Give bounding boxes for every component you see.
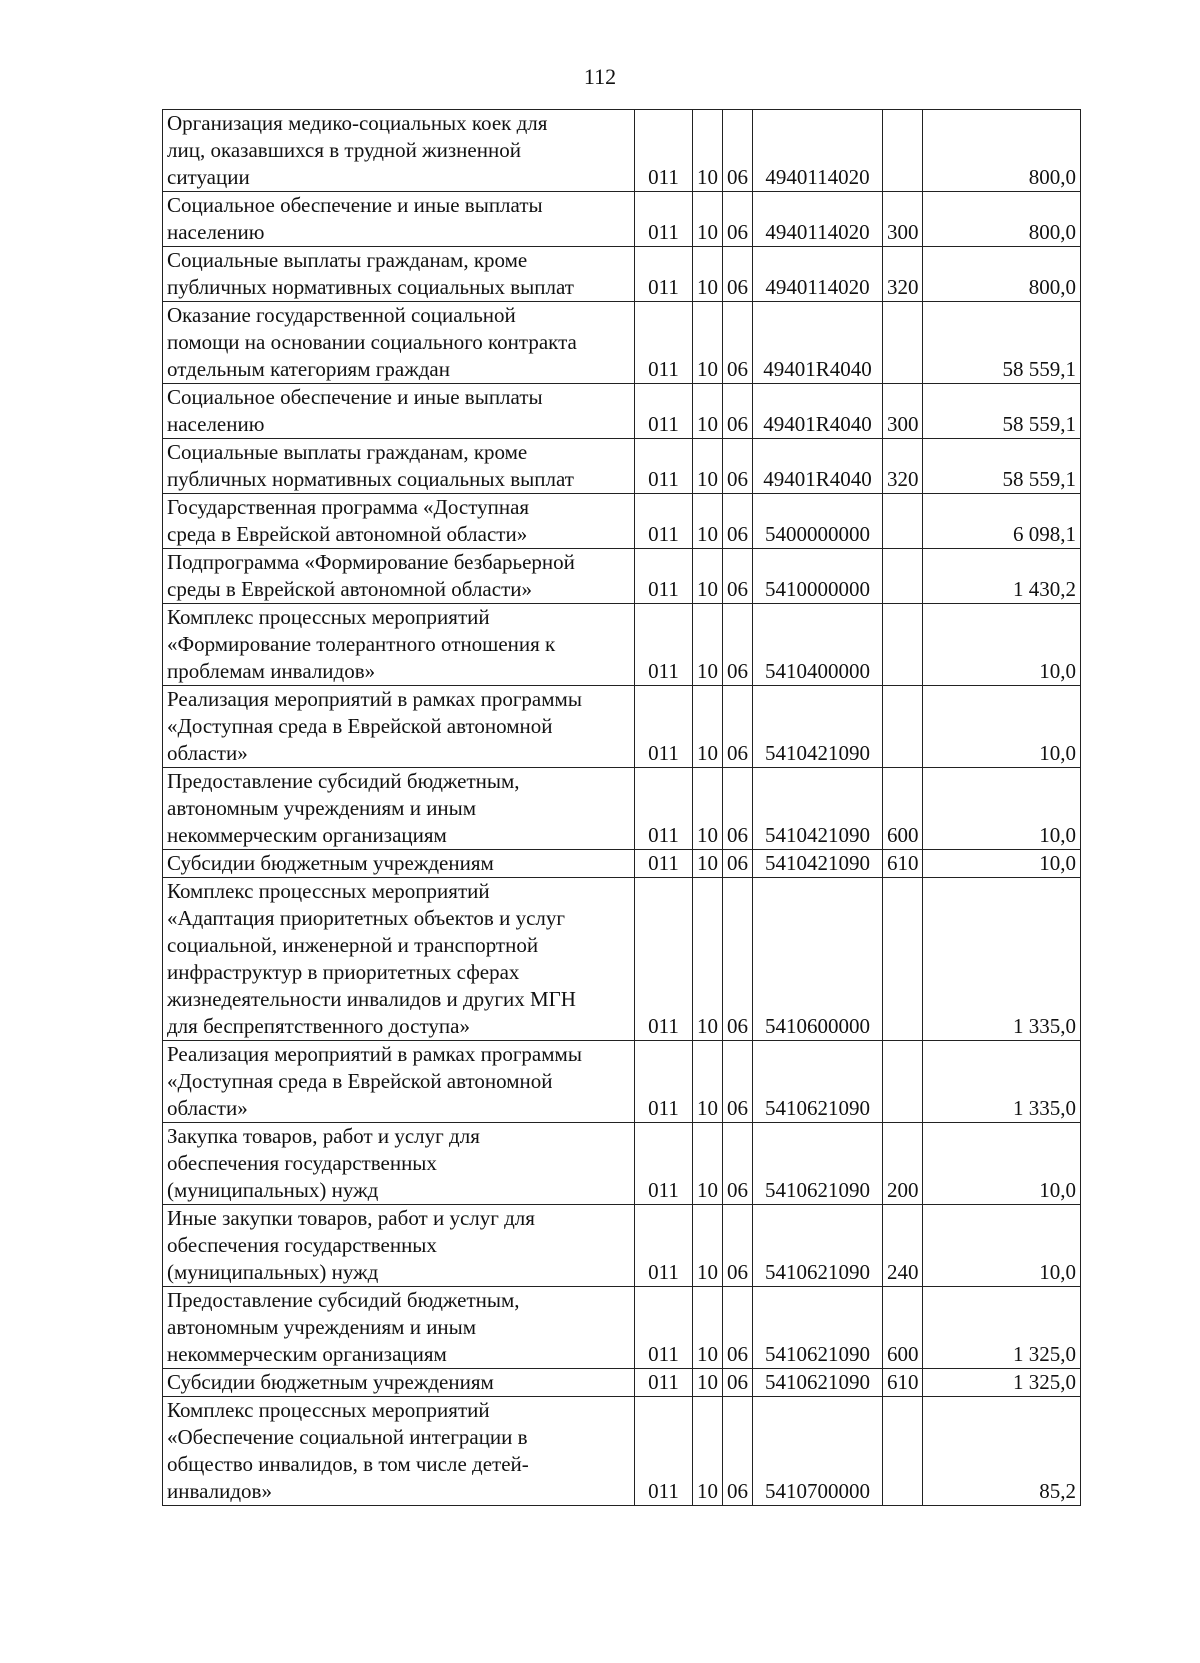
amount-cell: 1 430,2: [923, 549, 1081, 604]
subsection-code-cell: 06: [723, 850, 753, 878]
table-row: [163, 1041, 1081, 1123]
amount-cell: 6 098,1: [923, 494, 1081, 549]
expense-type-cell: 240: [883, 1205, 923, 1287]
row-name-cell: Государственная программа «Доступная среда в Еврейской автономной области»: [163, 494, 635, 549]
subsection-code-cell: 06: [723, 1397, 753, 1506]
section-code-cell: 10: [693, 494, 723, 549]
target-article-cell: 4940114020: [753, 192, 883, 247]
row-name-cell: Закупка товаров, работ и услуг для обеспечения государственных (муниципальных) нужд: [163, 1123, 635, 1205]
amount-cell: 10,0: [923, 850, 1081, 878]
table-row: [163, 1369, 1081, 1397]
section-code-cell: 10: [693, 302, 723, 384]
ministry-code-cell: 011: [635, 247, 693, 302]
row-name-cell: Социальное обеспечение и иные выплаты населению: [163, 384, 635, 439]
table-row: [163, 302, 1081, 384]
amount-cell: 10,0: [923, 768, 1081, 850]
table-row: [163, 384, 1081, 439]
table-row: [163, 686, 1081, 768]
ministry-code-cell: 011: [635, 1287, 693, 1369]
subsection-code-cell: 06: [723, 1369, 753, 1397]
ministry-code-cell: 011: [635, 439, 693, 494]
amount-cell: 10,0: [923, 604, 1081, 686]
target-article-cell: 5410621090: [753, 1205, 883, 1287]
target-article-cell: 5410000000: [753, 549, 883, 604]
amount-cell: 800,0: [923, 192, 1081, 247]
table-row: [163, 1397, 1081, 1506]
row-name-cell: Социальные выплаты гражданам, кроме публичных нормативных социальных выплат: [163, 247, 635, 302]
amount-cell: 10,0: [923, 1205, 1081, 1287]
subsection-code-cell: 06: [723, 549, 753, 604]
section-code-cell: 10: [693, 1397, 723, 1506]
expense-type-cell: 610: [883, 850, 923, 878]
section-code-cell: 10: [693, 192, 723, 247]
expense-type-cell: 300: [883, 384, 923, 439]
expense-type-cell: 300: [883, 192, 923, 247]
ministry-code-cell: 011: [635, 110, 693, 192]
subsection-code-cell: 06: [723, 686, 753, 768]
amount-cell: 1 325,0: [923, 1287, 1081, 1369]
ministry-code-cell: 011: [635, 1205, 693, 1287]
expense-type-cell: [883, 686, 923, 768]
row-name-cell: Организация медико-социальных коек для лиц, оказавшихся в трудной жизненной ситуации: [163, 110, 635, 192]
amount-cell: 85,2: [923, 1397, 1081, 1506]
subsection-code-cell: 06: [723, 192, 753, 247]
target-article-cell: 5410600000: [753, 878, 883, 1041]
subsection-code-cell: 06: [723, 302, 753, 384]
section-code-cell: 10: [693, 247, 723, 302]
target-article-cell: 5410621090: [753, 1369, 883, 1397]
row-name-cell: Предоставление субсидий бюджетным, автономным учреждениям и иным некоммерческим организациям: [163, 768, 635, 850]
subsection-code-cell: 06: [723, 878, 753, 1041]
amount-cell: 10,0: [923, 1123, 1081, 1205]
section-code-cell: 10: [693, 1041, 723, 1123]
amount-cell: 58 559,1: [923, 302, 1081, 384]
expense-type-cell: 600: [883, 768, 923, 850]
subsection-code-cell: 06: [723, 384, 753, 439]
subsection-code-cell: 06: [723, 247, 753, 302]
expense-type-cell: 320: [883, 439, 923, 494]
section-code-cell: 10: [693, 1205, 723, 1287]
section-code-cell: 10: [693, 1123, 723, 1205]
amount-cell: 1 335,0: [923, 878, 1081, 1041]
subsection-code-cell: 06: [723, 439, 753, 494]
row-name-cell: Оказание государственной социальной помощи на основании социального контракта отдельным категориям граждан: [163, 302, 635, 384]
row-name-cell: Комплекс процессных мероприятий «Формирование толерантного отношения к проблемам инвалидов»: [163, 604, 635, 686]
target-article-cell: 5410621090: [753, 1041, 883, 1123]
table-row: [163, 604, 1081, 686]
target-article-cell: 5410421090: [753, 850, 883, 878]
expense-type-cell: [883, 1397, 923, 1506]
ministry-code-cell: 011: [635, 686, 693, 768]
section-code-cell: 10: [693, 768, 723, 850]
expense-type-cell: 200: [883, 1123, 923, 1205]
subsection-code-cell: 06: [723, 110, 753, 192]
expense-type-cell: 610: [883, 1369, 923, 1397]
ministry-code-cell: 011: [635, 1041, 693, 1123]
ministry-code-cell: 011: [635, 1123, 693, 1205]
target-article-cell: 5410621090: [753, 1123, 883, 1205]
row-name-cell: Реализация мероприятий в рамках программы «Доступная среда в Еврейской автономной области»: [163, 686, 635, 768]
target-article-cell: 49401R4040: [753, 384, 883, 439]
table-row: [163, 1205, 1081, 1287]
expense-type-cell: [883, 1041, 923, 1123]
row-name-cell: Иные закупки товаров, работ и услуг для обеспечения государственных (муниципальных) нужд: [163, 1205, 635, 1287]
expense-type-cell: 320: [883, 247, 923, 302]
amount-cell: 1 335,0: [923, 1041, 1081, 1123]
ministry-code-cell: 011: [635, 1397, 693, 1506]
expense-type-cell: [883, 549, 923, 604]
target-article-cell: 49401R4040: [753, 439, 883, 494]
ministry-code-cell: 011: [635, 302, 693, 384]
table-row: [163, 110, 1081, 192]
section-code-cell: 10: [693, 1287, 723, 1369]
expense-type-cell: [883, 878, 923, 1041]
ministry-code-cell: 011: [635, 549, 693, 604]
target-article-cell: 4940114020: [753, 110, 883, 192]
row-name-cell: Комплекс процессных мероприятий «Обеспечение социальной интеграции в общество инвалидов, в том числе детей- инвалидов»: [163, 1397, 635, 1506]
target-article-cell: 4940114020: [753, 247, 883, 302]
subsection-code-cell: 06: [723, 1041, 753, 1123]
expense-type-cell: [883, 494, 923, 549]
ministry-code-cell: 011: [635, 850, 693, 878]
ministry-code-cell: 011: [635, 604, 693, 686]
table-row: [163, 549, 1081, 604]
section-code-cell: 10: [693, 549, 723, 604]
ministry-code-cell: 011: [635, 878, 693, 1041]
budget-table: [162, 109, 1081, 1506]
row-name-cell: Предоставление субсидий бюджетным, автономным учреждениям и иным некоммерческим организациям: [163, 1287, 635, 1369]
ministry-code-cell: 011: [635, 768, 693, 850]
section-code-cell: 10: [693, 384, 723, 439]
table-row: [163, 768, 1081, 850]
target-article-cell: 5400000000: [753, 494, 883, 549]
subsection-code-cell: 06: [723, 494, 753, 549]
section-code-cell: 10: [693, 850, 723, 878]
amount-cell: 10,0: [923, 686, 1081, 768]
table-row: [163, 1123, 1081, 1205]
row-name-cell: Социальные выплаты гражданам, кроме публичных нормативных социальных выплат: [163, 439, 635, 494]
table-row: [163, 1287, 1081, 1369]
section-code-cell: 10: [693, 439, 723, 494]
table-row: [163, 439, 1081, 494]
table-row: [163, 494, 1081, 549]
subsection-code-cell: 06: [723, 604, 753, 686]
target-article-cell: 5410421090: [753, 686, 883, 768]
row-name-cell: Субсидии бюджетным учреждениям: [163, 850, 635, 878]
ministry-code-cell: 011: [635, 1369, 693, 1397]
page-number: 112: [583, 64, 617, 89]
target-article-cell: 49401R4040: [753, 302, 883, 384]
amount-cell: 58 559,1: [923, 439, 1081, 494]
subsection-code-cell: 06: [723, 1123, 753, 1205]
table-row: [163, 247, 1081, 302]
target-article-cell: 5410400000: [753, 604, 883, 686]
section-code-cell: 10: [693, 604, 723, 686]
row-name-cell: Реализация мероприятий в рамках программы «Доступная среда в Еврейской автономной области»: [163, 1041, 635, 1123]
row-name-cell: Социальное обеспечение и иные выплаты населению: [163, 192, 635, 247]
subsection-code-cell: 06: [723, 1287, 753, 1369]
expense-type-cell: 600: [883, 1287, 923, 1369]
expense-type-cell: [883, 604, 923, 686]
subsection-code-cell: 06: [723, 1205, 753, 1287]
amount-cell: 58 559,1: [923, 384, 1081, 439]
amount-cell: 800,0: [923, 110, 1081, 192]
target-article-cell: 5410621090: [753, 1287, 883, 1369]
row-name-cell: Подпрограмма «Формирование безбарьерной среды в Еврейской автономной области»: [163, 549, 635, 604]
ministry-code-cell: 011: [635, 384, 693, 439]
table-row: [163, 878, 1081, 1041]
row-name-cell: Субсидии бюджетным учреждениям: [163, 1369, 635, 1397]
target-article-cell: 5410421090: [753, 768, 883, 850]
section-code-cell: 10: [693, 110, 723, 192]
table-row: [163, 850, 1081, 878]
subsection-code-cell: 06: [723, 768, 753, 850]
section-code-cell: 10: [693, 686, 723, 768]
expense-type-cell: [883, 302, 923, 384]
target-article-cell: 5410700000: [753, 1397, 883, 1506]
section-code-cell: 10: [693, 878, 723, 1041]
table-row: [163, 192, 1081, 247]
expense-type-cell: [883, 110, 923, 192]
ministry-code-cell: 011: [635, 494, 693, 549]
ministry-code-cell: 011: [635, 192, 693, 247]
amount-cell: 800,0: [923, 247, 1081, 302]
row-name-cell: Комплекс процессных мероприятий «Адаптация приоритетных объектов и услуг социальной, инженерной и транспортной инфраструктур в приоритетных сферах жизнедеятельности инвалидов и других МГН для беспрепятственного доступа»: [163, 878, 635, 1041]
amount-cell: 1 325,0: [923, 1369, 1081, 1397]
section-code-cell: 10: [693, 1369, 723, 1397]
